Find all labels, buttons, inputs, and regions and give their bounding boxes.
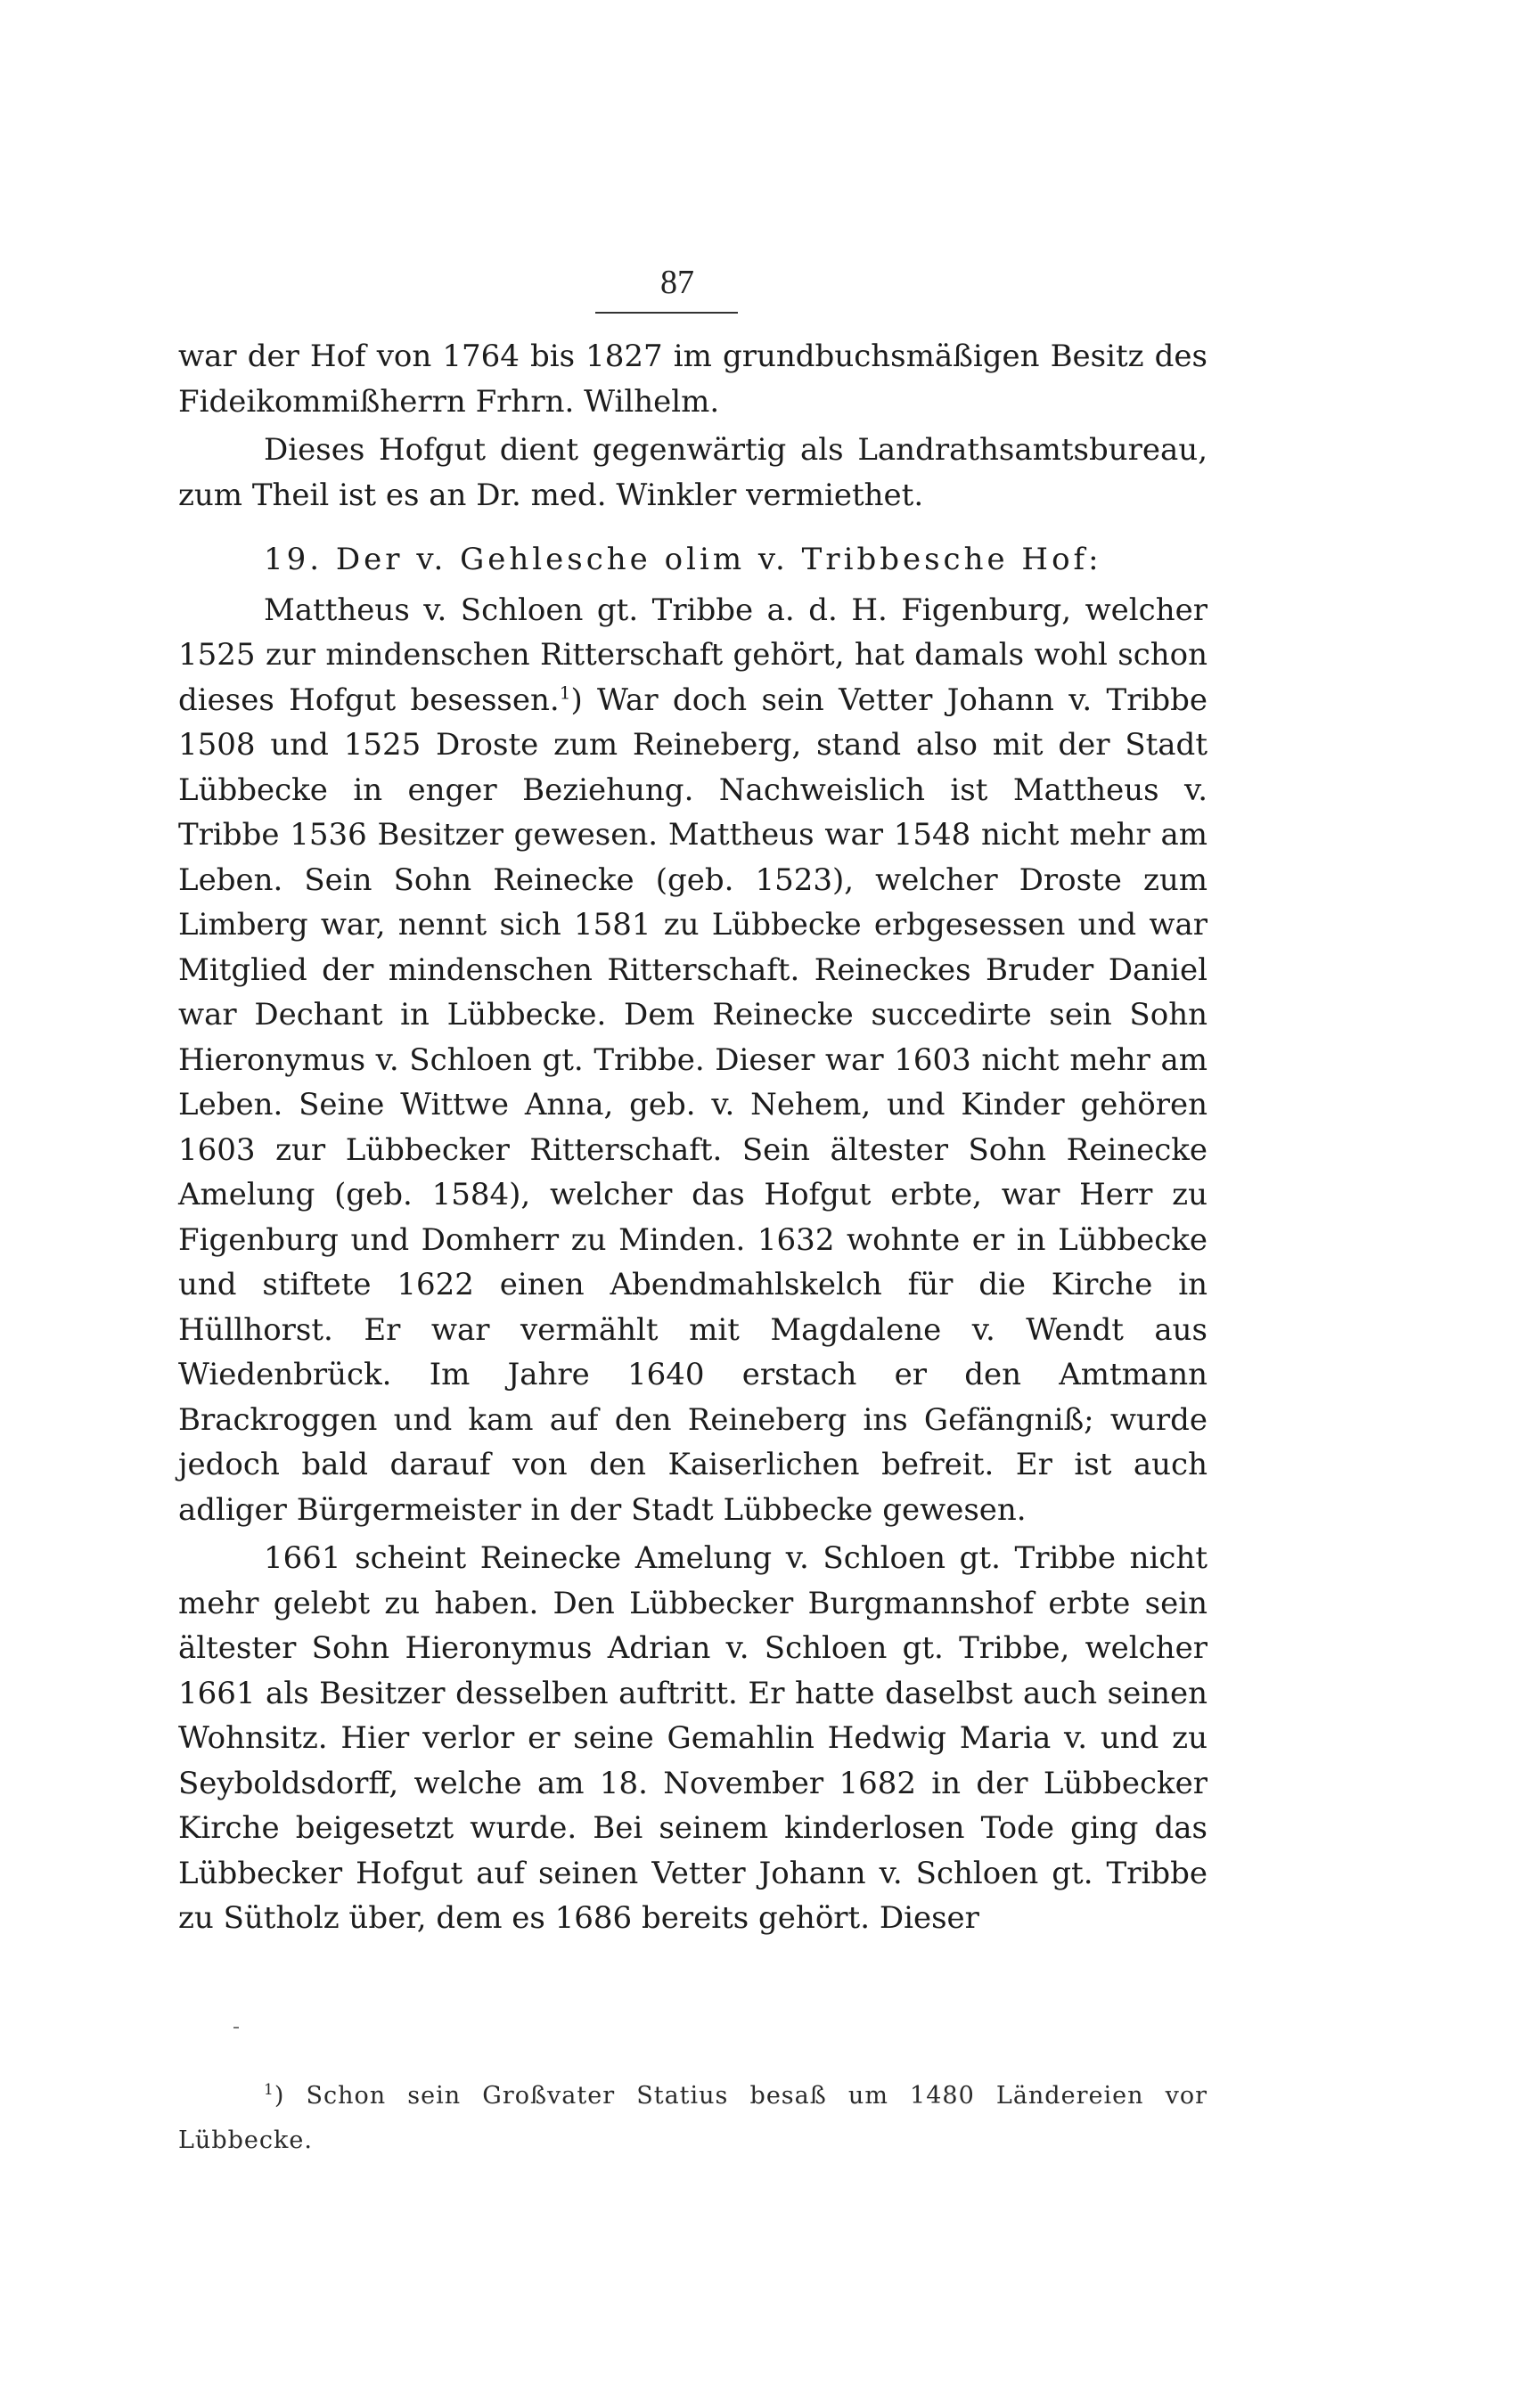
paragraph-mattheus-rest: ) War doch sein Vetter Johann v. Tribbe 1508 und 1525 Droste zum Reineberg, stand also mit der Stadt Lübbecke in enger Beziehung. Nachweislich ist Mattheus v. Tribbe 1536 Besitzer gewesen. Mattheus war 1548 nicht mehr am Leben. Sein Sohn Reinecke (geb. 1523), welcher Droste zum Limberg war, nennt sich 1581 zu Lübbecke erbgesessen und war Mitglied der mindenschen Ritterschaft. Reineckes Bruder Daniel war Dechant in Lübbecke. Dem Reinecke succedirte sein Sohn Hieronymus v. Schloen gt. Tribbe. Dieser war 1603 nicht mehr am Leben. Seine Wittwe Anna, geb. v. Nehem, und Kinder gehören 1603 zur Lübbecker Ritterschaft. Sein ältester Sohn Reinecke Amelung (geb. 1584), welcher das Hofgut erbte, war Herr zu Figenburg und Domherr zu Minden. 1632 wohnte er in Lübbecke und stiftete 1622 einen Abendmahlskelch für die Kirche in Hüllhorst. Er war vermählt mit Magdalene v. Wendt aus Wiedenbrück. Im Jahre 1640 erstach er den Amtmann Brackroggen und kam auf den Reineberg ins Gefängniß; wurde jedoch bald darauf von den Kaiserlichen befreit. Er ist auch adliger Bürgermeister in der Stadt Lübbecke gewesen.: [178, 682, 1207, 1528]
paragraph-1661: 1661 scheint Reinecke Amelung v. Schloen gt. Tribbe nicht mehr gelebt zu haben. Den Lübbecker Burgmannshof erbte sein ältester Sohn Hieronymus Adrian v. Schloen gt. Tribbe, welcher 1661 als Besitzer desselben auftritt. Er hatte daselbst auch seinen Wohnsitz. Hier verlor er seine Gemahlin Hedwig Maria v. und zu Seyboldsdorff, welche am 18. November 1682 in der Lübbecker Kirche beigesetzt wurde. Bei seinem kinderlosen Tode ging das Lübbecker Hofgut auf seinen Vetter Johann v. Schloen gt. Tribbe zu Sütholz über, dem es 1686 bereits gehört. Dieser: [178, 1540, 1207, 1936]
footnote-rule: [233, 2027, 239, 2028]
main-text: [178, 334, 1207, 1941]
paragraph-continuation: war der Hof von 1764 bis 1827 im grundbuchsmäßigen Besitz des Fideikommißherrn Frhrn. Wilhelm.: [178, 339, 1207, 420]
footnote-mark: 1: [264, 2081, 274, 2099]
paragraph-landrathsamt: Dieses Hofgut dient gegenwärtig als Landrathsamtsbureau, zum Theil ist es an Dr. med. Winkler vermiethet.: [178, 432, 1207, 513]
footnote: [178, 2074, 1207, 2163]
page-number-rule: [595, 312, 738, 314]
paragraph-mattheus-start: Mattheus v. Schloen gt. Tribbe a. d. H. Figenburg, welcher 1525 zur mindenschen Ritterschaft gehört, hat damals wohl schon dieses Hofgut besessen.: [178, 592, 1207, 718]
section-heading: 19. Der v. Gehlesche olim v. Tribbesche Hof:: [264, 542, 1102, 577]
footnote-reference: 1: [559, 682, 571, 704]
page-number: 87: [660, 264, 694, 301]
paragraph-mattheus: [178, 588, 1207, 1533]
footnote-text: ) Schon sein Großvater Statius besaß um 1480 Ländereien vor Lübbecke.: [178, 2082, 1207, 2154]
